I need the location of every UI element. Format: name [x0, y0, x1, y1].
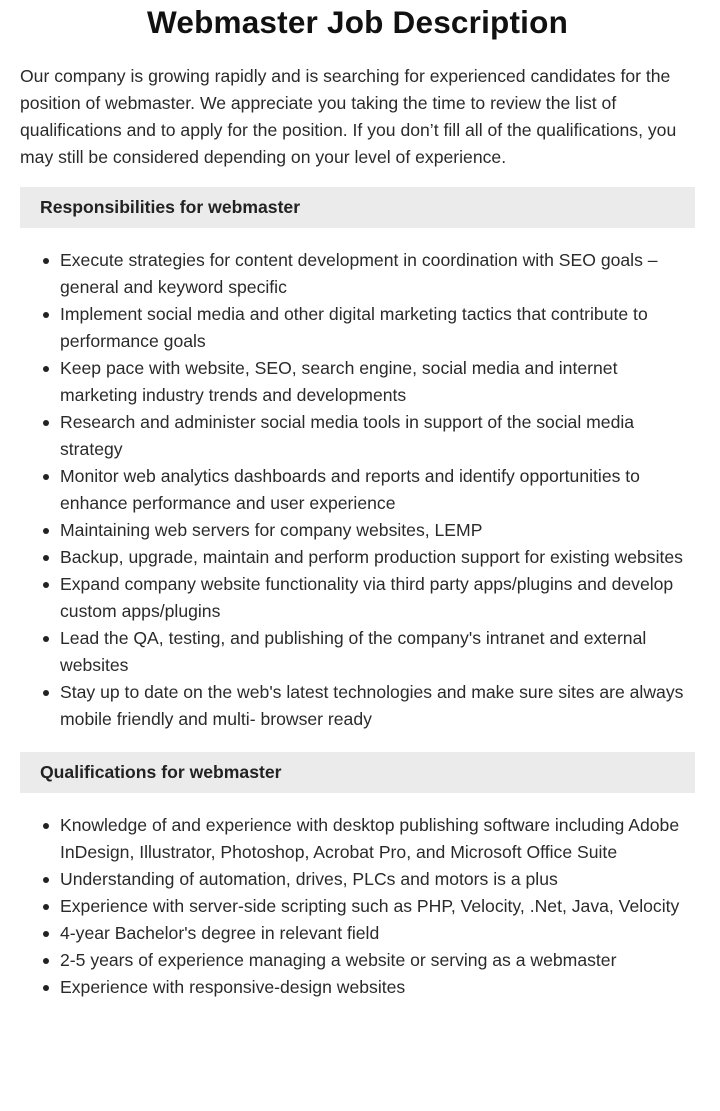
- bullet-icon: [43, 582, 49, 588]
- list-item-text: Backup, upgrade, maintain and perform production support for existing websites: [60, 547, 683, 567]
- bullet-icon: [43, 366, 49, 372]
- list-item: [60, 812, 695, 866]
- list-item: [60, 409, 695, 463]
- list-item: [60, 893, 695, 920]
- list-item-text: Lead the QA, testing, and publishing of the company's intranet and external websites: [60, 628, 647, 675]
- list-item-text: Understanding of automation, drives, PLCs and motors is a plus: [60, 869, 558, 889]
- bullet-icon: [43, 904, 49, 910]
- bullet-icon: [43, 958, 49, 964]
- list-item-text: Execute strategies for content development in coordination with SEO goals – general and keyword specific: [60, 250, 658, 297]
- list-item-text: Stay up to date on the web's latest technologies and make sure sites are always mobile friendly and multi- browser ready: [60, 682, 684, 729]
- bullet-icon: [43, 985, 49, 991]
- list-item: [60, 544, 695, 571]
- bullet-icon: [43, 931, 49, 937]
- list-item-text: Experience with responsive-design websites: [60, 977, 406, 997]
- list-item-text: Expand company website functionality via third party apps/plugins and develop custom apps/plugins: [60, 574, 674, 621]
- list-item: [60, 866, 695, 893]
- list-item: [60, 571, 695, 625]
- list-item: [60, 517, 695, 544]
- list-item: [60, 355, 695, 409]
- bullet-icon: [43, 877, 49, 883]
- list-item-text: Research and administer social media tools in support of the social media strategy: [60, 412, 635, 459]
- bullet-icon: [43, 258, 49, 264]
- bullet-icon: [43, 528, 49, 534]
- list-item-text: Keep pace with website, SEO, search engine, social media and internet marketing industry trends and developments: [60, 358, 618, 405]
- list-item-text: 4-year Bachelor's degree in relevant field: [60, 923, 380, 943]
- list-item: [60, 920, 695, 947]
- list-item: [60, 463, 695, 517]
- bullet-icon: [43, 823, 49, 829]
- list-item-text: Knowledge of and experience with desktop publishing software including Adobe InDesign, Illustrator, Photoshop, Acrobat Pro, and Microsoft Office Suite: [60, 815, 680, 862]
- list-item-text: Maintaining web servers for company websites, LEMP: [60, 520, 483, 540]
- bullet-icon: [43, 312, 49, 318]
- qualifications-list: [20, 812, 695, 1001]
- list-item: [60, 679, 695, 733]
- responsibilities-list: [20, 247, 695, 733]
- list-item-text: 2-5 years of experience managing a website or serving as a webmaster: [60, 950, 617, 970]
- responsibilities-heading: Responsibilities for webmaster: [20, 187, 695, 228]
- list-item-text: Implement social media and other digital marketing tactics that contribute to performance goals: [60, 304, 648, 351]
- list-item-text: Experience with server-side scripting such as PHP, Velocity, .Net, Java, Velocity: [60, 896, 680, 916]
- list-item-text: Monitor web analytics dashboards and reports and identify opportunities to enhance performance and user experience: [60, 466, 640, 513]
- bullet-icon: [43, 474, 49, 480]
- bullet-icon: [43, 636, 49, 642]
- list-item: [60, 301, 695, 355]
- page-title: Webmaster Job Description: [146, 4, 569, 40]
- list-item: [60, 947, 695, 974]
- qualifications-heading: Qualifications for webmaster: [20, 752, 695, 793]
- bullet-icon: [43, 690, 49, 696]
- bullet-icon: [43, 555, 49, 561]
- list-item: [60, 625, 695, 679]
- list-item: [60, 974, 695, 1001]
- list-item: [60, 247, 695, 301]
- bullet-icon: [43, 420, 49, 426]
- intro-paragraph: Our company is growing rapidly and is searching for experienced candidates for the position of webmaster. We appreciate you taking the time to review the list of qualifications and to apply for the position. If you don’t fill all of the qualifications, you may still be considered depending on your level of experience.: [20, 66, 677, 167]
